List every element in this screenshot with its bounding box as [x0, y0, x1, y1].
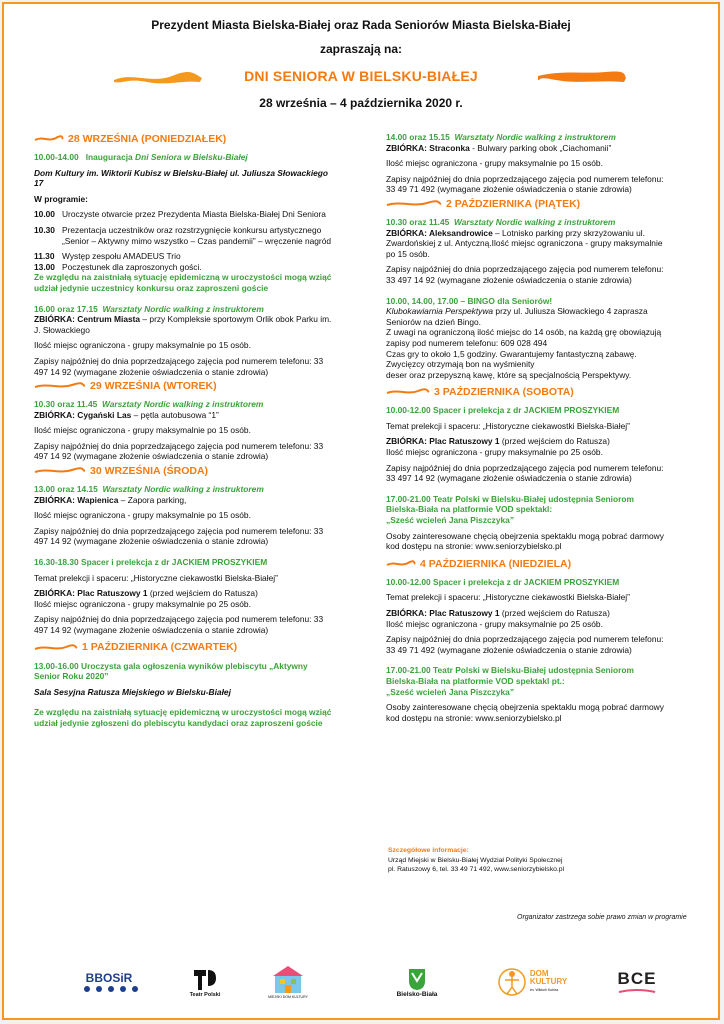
group-limit: Ilość miejsc ograniczona - grupy maksymalnie po 15 osób.	[34, 510, 251, 521]
registration-info: Zapisy najpóźniej do dnia poprzedzającego zajęcia pod numerem telefonu: 33 497 14 92 (wymagane złożenie oświadczenia o stanie zdrowia)	[34, 440, 324, 462]
registration-info: Zapisy najpóźniej do dnia poprzedzającego zajęcia pod numerem telefonu: 33 497 14 92 (wymagane złożenie oświadczenia o stanie zdrowia)	[386, 462, 664, 484]
registration-info: Zapisy najpóźniej do dnia poprzedzającego zajęcia pod numerem telefonu: 33 497 14 92 (wymagane złożenie oświadczenia o stanie zdrowia)	[386, 264, 664, 285]
lecture-topic: Temat prelekcji i spaceru: „Historyczne ciekawostki Bielska-Białej”	[386, 592, 630, 603]
program-item: 10.00 Uroczyste otwarcie przez Prezydenta Miasta Bielska-Białej Dni Seniora	[34, 209, 326, 220]
day-heading-3-oct	[386, 385, 668, 399]
house-icon	[272, 965, 304, 995]
program-item: 10.30 Prezentacja uczestników oraz rozstrzygnięcie konkursu artystycznego „Senior – Aktywny mimo wszystko – Czas pandemii” – wręczenie nagród	[34, 224, 332, 246]
program-item: 11.30 Występ zespołu AMADEUS Trio	[34, 251, 181, 262]
bingo-info: deser oraz przepyszną kawę, które są specjalnością Perspektywy.	[386, 369, 632, 380]
vod-play: „Sześć wcieleń Jana Piszczyka”	[386, 686, 515, 697]
contact-line: Urząd Miejski w Bielsku-Białej Wydział Polityki Społecznej	[388, 856, 563, 864]
registration-info: Zapisy najpóźniej do dnia poprzedzającego zajęcia pod numerem telefonu: 33 49 71 492 (wymagane złożenie oświadczenia o stanie zdrowia)	[386, 634, 664, 655]
bingo-info: Czas gry to około 1,5 godziny. Gwarantujemy fantastyczną zabawę.	[386, 348, 637, 359]
day-title: 1 PAŹDZIERNIKA (CZWARTEK)	[82, 641, 238, 654]
lecture-topic: Temat prelekcji i spaceru: „Historyczne ciekawostki Bielska-Białej”	[386, 420, 630, 431]
header-line-1: Prezydent Miasta Bielska-Białej oraz Rada Seniorów Miasta Bielska-Białej	[151, 18, 571, 32]
poster	[2, 2, 720, 1020]
nordic-walking-title: 10.30 oraz 11.45 Warsztaty Nordic walking z instruktorem	[386, 216, 616, 227]
bingo-place: Klubokawiarnia Perspektywa przy ul. Juliusza Słowackiego 4 zaprasza Seniorów na dzień Bingo.	[386, 306, 648, 327]
day-heading-4-oct	[386, 557, 668, 571]
vod-title: 17.00-21.00 Teatr Polski w Bielsku-Białej udostępnia Seniorom Bielska-Biała na platformie VOD spektakl pt.:	[386, 665, 634, 686]
bingo-info: Zwycięzcy otrzymają bon na wyśmienity	[386, 359, 535, 370]
day-title: 3 PAŹDZIERNIKA (SOBOTA)	[434, 385, 574, 398]
header-line-2: zapraszają na:	[319, 42, 403, 56]
meeting-point: ZBIÓRKA: Plac Ratuszowy 1 (przed wejściem do Ratusza)	[386, 436, 610, 447]
day-heading-28-sep	[34, 132, 334, 146]
vod-info: Osoby zainteresowane chęcią obejrzenia spektaklu mogą pobrać darmowy kod dostępu na stronie: www.seniorzybielsko.pl	[386, 702, 664, 723]
day-stroke-icon	[34, 135, 64, 143]
event-dates: 28 września – 4 października 2020 r.	[259, 96, 463, 110]
walk-lecture-title: 10.00-12.00 Spacer i prelekcja z dr JACKIEM PROSZYKIEM	[386, 405, 620, 416]
registration-info: Zapisy najpóźniej do dnia poprzedzającego zajęcia pod numerem telefonu: 33 497 14 92 (wymagane złożenie oświadczenia o stanie zdrowia)	[34, 355, 324, 377]
event-title: DNI SENIORA W BIELSKU-BIAŁEJ	[244, 68, 478, 84]
walk-lecture-title: 10.00-12.00 Spacer i prelekcja z dr JACKIEM PROSZYKIEM	[386, 576, 620, 587]
contact-line: pl. Ratuszowy 6, tel. 33 49 71 492, www.seniorzybielsko.pl	[388, 866, 565, 873]
bingo-info: Z uwagi na ograniczoną ilość miejsc do 14 osób, na każdą grę obowiązują zapisy pod numerem telefonu: 609 028 494	[386, 327, 662, 348]
contact-heading: Szczegółowe informacje:	[388, 847, 469, 854]
bce-logo: BCE	[610, 952, 664, 1012]
city-crest-icon	[407, 967, 427, 991]
registration-info: Zapisy najpóźniej do dnia poprzedzającego zajęcia pod numerem telefonu: 33 497 14 92 (wymagane złożenie oświadczenia o stanie zdrowia)	[34, 525, 324, 547]
meeting-point: ZBIÓRKA: Aleksandrowice – Lotnisko parking przy skrzyżowaniu ul. Zwardońskiej z ul. Antyczną.Ilość miejsc ograniczona - grupy maksymalnie po 15 osób.	[386, 227, 663, 259]
day-heading-30-sep	[34, 464, 334, 478]
group-limit: Ilość miejsc ograniczona - grupy maksymalnie po 25 osób.	[34, 598, 251, 609]
rings-icon	[79, 985, 139, 993]
nordic-walking-title: 16.00 oraz 17.15 Warsztaty Nordic walking z instruktorem	[34, 303, 264, 314]
organizer-note: Organizator zastrzega sobie prawo zmian w programie	[517, 914, 687, 921]
day-stroke-icon	[34, 467, 86, 475]
group-limit: Ilość miejsc ograniczona - grupy maksymalnie po 15 osób.	[34, 425, 251, 436]
day-title: 28 WRZEŚNIA (PONIEDZIAŁEK)	[68, 132, 227, 145]
nordic-walking-title: 14.00 oraz 15.15 Warsztaty Nordic walking z instruktorem	[386, 132, 616, 142]
bbosir-logo: BBOSiR	[70, 952, 148, 1012]
brush-stroke-right-icon	[536, 68, 628, 86]
figure-icon	[497, 965, 527, 999]
day-title: 29 WRZEŚNIA (WTOREK)	[90, 379, 217, 392]
vod-title: 17.00-21.00 Teatr Polski w Bielsku-Białej udostępnia Seniorom Bielska-Biała na platformie VOD spektakl:	[386, 493, 634, 515]
day-stroke-icon	[386, 560, 416, 568]
meeting-point: ZBIÓRKA: Wapienica – Zapora parking,	[34, 494, 187, 505]
teatr-polski-logo: Teatr Polski	[180, 952, 230, 1012]
day-title: 2 PAŹDZIERNIKA (PIĄTEK)	[446, 197, 581, 210]
bingo-title: 10.00, 14.00, 17.00 – BINGO dla Seniorów!	[386, 295, 553, 306]
day-heading-2-oct	[386, 197, 668, 211]
meeting-point: ZBIÓRKA: Straconka - Bulwary parking obok „Ciachomanii”	[386, 142, 612, 153]
program-item: 13.00 Poczęstunek dla zaproszonych gości.	[34, 261, 202, 272]
lecture-topic: Temat prelekcji i spaceru: „Historyczne ciekawostki Bielska-Białej”	[34, 572, 278, 583]
covid-notice: Ze względu na zaistniałą sytuację epidemiczną w uroczystości mogą wziąć udział jedynie uczestnicy konkursu oraz zaproszeni goście	[34, 272, 332, 293]
day-heading-1-oct	[34, 641, 334, 655]
meeting-point: ZBIÓRKA: Cygański Las – pętla autobusowa “1”	[34, 409, 219, 420]
event-place: Dom Kultury im. Wiktorii Kubisz w Bielsku-Białej ul. Juliusza Słowackiego 17	[34, 167, 329, 189]
group-limit: Ilość miejsc ograniczona - grupy maksymalnie po 15 osób.	[34, 340, 251, 351]
registration-info: Zapisy najpóźniej do dnia poprzedzającego zajęcia pod numerem telefonu: 33 497 14 92 (wymagane złożenie oświadczenia o stanie zdrowia)	[34, 614, 324, 635]
gala-place: Sala Sesyjna Ratusza Miejskiego w Bielsku-Białej	[34, 686, 231, 697]
bce-swoosh-icon	[617, 989, 657, 995]
teatr-polski-mark-icon	[192, 966, 218, 992]
contact-info	[388, 846, 564, 875]
day-stroke-icon	[34, 644, 78, 652]
day-stroke-icon	[386, 200, 442, 208]
left-column	[34, 132, 334, 729]
day-heading-29-sep	[34, 379, 334, 393]
program-heading: W programie:	[34, 193, 88, 204]
dom-kultury-kubisz-logo: DOM KULTURY im. Wiktorii Kubisz	[490, 952, 574, 1012]
miejski-dom-kultury-logo: MIEJSKI DOM KULTURY	[266, 952, 310, 1012]
day-title: 4 PAŹDZIERNIKA (NIEDZIELA)	[420, 557, 572, 570]
day-stroke-icon	[386, 388, 430, 396]
bielsko-biala-logo: Bielsko-Biała	[392, 952, 442, 1012]
group-limit: Ilość miejsc ograniczona - grupy maksymalnie po 15 osób.	[386, 158, 603, 169]
group-limit: Ilość miejsc ograniczona - grupy maksymalnie po 25 osób.	[386, 447, 603, 458]
walk-lecture-title: 16.30-18.30 Spacer i prelekcja z dr JACKIEM PROSZYKIEM	[34, 557, 268, 568]
covid-notice: Ze względu na zaistniałą sytuację epidemiczną w uroczystości mogą wziąć udział jedynie zgłoszeni do plebiscytu kandydaci oraz zaproszeni goście	[34, 707, 332, 728]
meeting-point: ZBIÓRKA: Plac Ratuszowy 1 (przed wejściem do Ratusza)	[34, 588, 258, 599]
registration-info: Zapisy najpóźniej do dnia poprzedzającego zajęcia pod numerem telefonu: 33 49 71 492 (wymagane złożenie oświadczenia o stanie zdrowia)	[386, 173, 664, 195]
nordic-walking-title: 13.00 oraz 14.15 Warsztaty Nordic walking z instruktorem	[34, 484, 264, 495]
vod-info: Osoby zainteresowane chęcią obejrzenia spektaklu mogą pobrać darmowy kod dostępu na stronie: www.seniorzybielsko.pl	[386, 530, 664, 552]
day-stroke-icon	[34, 382, 86, 390]
group-limit: Ilość miejsc ograniczona - grupy maksymalnie po 25 osób.	[386, 618, 603, 629]
meeting-point: ZBIÓRKA: Plac Ratuszowy 1 (przed wejściem do Ratusza)	[386, 608, 610, 618]
partner-logos	[4, 952, 718, 1012]
right-column	[386, 132, 668, 723]
event-inauguration: 10.00-14.00 Inauguracja Dni Seniora w Bielsku-Białej	[34, 152, 248, 162]
nordic-walking-title: 10.30 oraz 11.45 Warsztaty Nordic walking z instruktorem	[34, 399, 264, 410]
meeting-point: ZBIÓRKA: Centrum Miasta – przy Kompleksie sportowym Orlik obok Parku im. J. Słowackiego	[34, 314, 332, 335]
gala-title: 13.00-16.00 Uroczysta gala ogłoszenia wyników plebiscytu „Aktywny Senior Roku 2020”	[34, 660, 308, 682]
day-title: 30 WRZEŚNIA (ŚRODA)	[90, 464, 209, 477]
vod-play: „Sześć wcieleń Jana Piszczyka”	[386, 515, 515, 526]
